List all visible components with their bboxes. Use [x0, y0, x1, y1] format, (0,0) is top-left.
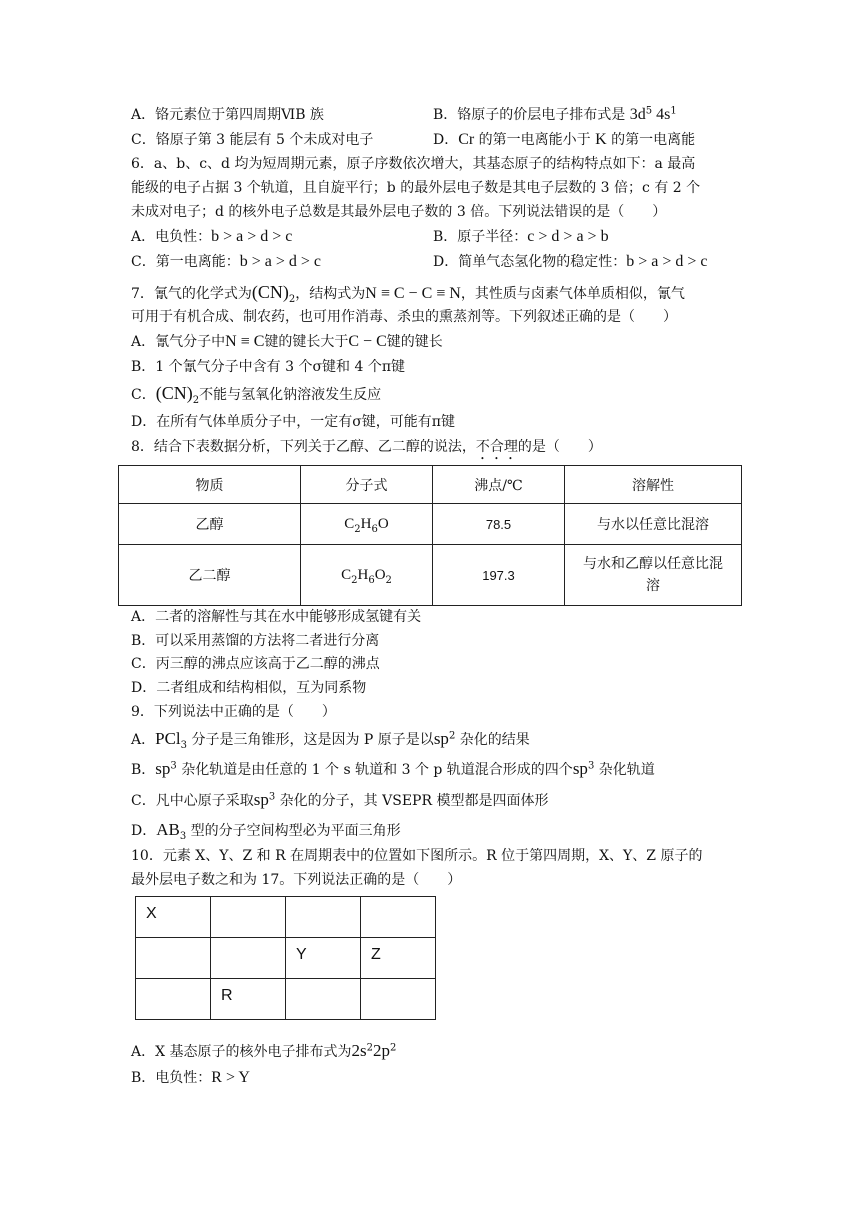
q5-option-a — [131, 104, 324, 126]
q10-option-a — [131, 1040, 396, 1063]
q7-option-a-m1: N ≡ C — [225, 333, 265, 350]
table-header-cell: 分子式 — [301, 466, 433, 504]
formula-part: H — [360, 515, 372, 532]
q8-stem-pre: 8．结合下表数据分析，下列关于乙醇、乙二醇的说法， — [131, 439, 476, 455]
q9-option-d-m1: AB — [156, 820, 180, 839]
q8-data-table — [118, 465, 742, 606]
q9-option-c — [131, 789, 548, 812]
table-header-cell: 沸点/℃ — [433, 466, 565, 504]
q5-option-a-text: A．铬元素位于第四周期ⅥB 族 — [131, 107, 324, 123]
table-header-cell: 溶解性 — [565, 466, 742, 504]
q9-option-a-s2: 2 — [448, 730, 456, 742]
q6-option-a-math: b > a > d > c — [211, 228, 293, 245]
q8-option-c — [131, 653, 380, 675]
q5-option-d-post: 的第一电离能 — [606, 132, 696, 148]
q5-option-d — [433, 129, 695, 151]
formula-sub: 2 — [351, 574, 358, 586]
q10-stem-line1 — [131, 845, 702, 867]
q8-stem-emphasis: 不合理 — [475, 439, 518, 455]
table-cell-bp: 78.5 — [433, 504, 565, 545]
table-cell-formula — [301, 504, 433, 545]
formula-sub: 2 — [385, 574, 392, 586]
q9-option-a-post: 杂化的结果 — [455, 732, 530, 748]
grid-cell — [136, 897, 211, 938]
q8-option-d — [131, 677, 366, 699]
grid-cell — [286, 979, 361, 1020]
q7-option-c — [131, 382, 381, 406]
q5-option-d-label: D． — [433, 132, 459, 148]
grid-cell — [211, 979, 286, 1020]
q9-option-b-post: 杂化轨道 — [594, 762, 655, 778]
grid-cell — [211, 897, 286, 938]
q6-stem3-text: 未成对电子；d 的核外电子总数是其最外层电子数的 3 倍。下列说法错误的是（ ） — [131, 204, 667, 220]
grid-cell-label: R — [221, 987, 233, 1004]
q8-option-b-text: B．可以采用蒸馏的方法将二者进行分离 — [131, 633, 380, 649]
q6-option-d-label: D．简单气态氢化物的稳定性： — [433, 254, 627, 270]
table-cell-name: 乙醇 — [119, 504, 301, 545]
grid-row — [136, 979, 436, 1020]
q6-stem1-text: 6．a、b、c、d 均为短周期元素，原子序数依次增大，其基态原子的结构特点如下：a 最高 — [131, 156, 696, 172]
q9-option-c-s1: 3 — [268, 791, 276, 803]
q8-option-b — [131, 630, 379, 652]
q9-option-b-s1: 3 — [170, 760, 177, 772]
grid-cell — [286, 938, 361, 979]
grid-cell — [361, 897, 436, 938]
q7-option-a-post: 键的键长 — [386, 334, 443, 350]
solubility-line1: 与水和乙醇以任意比混 — [583, 556, 723, 572]
q5-option-b — [433, 104, 677, 126]
q7-stem1-formula: (CN) — [251, 282, 289, 302]
formula-part: H — [357, 566, 369, 583]
q6-stem-line1 — [131, 153, 695, 175]
q5-option-b-math2: 4s — [652, 106, 671, 123]
grid-cell-label: Y — [296, 946, 307, 963]
q10-option-b-label: B．电负性： — [131, 1070, 212, 1086]
table-cell-formula — [301, 545, 433, 606]
q7-option-a-m2: C − C — [348, 333, 387, 350]
q5-option-c — [131, 129, 373, 151]
grid-cell — [361, 938, 436, 979]
q6-option-b — [433, 226, 609, 248]
q9-option-b — [131, 758, 655, 781]
q10-option-a-s2: 2 — [390, 1042, 397, 1054]
q5-option-b-math: 3d — [629, 106, 646, 123]
q8-option-c-text: C．丙三醇的沸点应该高于乙二醇的沸点 — [131, 656, 380, 672]
q7-stem1-struct: N ≡ C − C ≡ N — [365, 285, 461, 302]
q5-option-d-cr: Cr — [458, 131, 475, 148]
q9-option-a-label: A． — [131, 732, 156, 748]
q6-option-d — [433, 251, 708, 273]
table-cell-solubility — [565, 545, 742, 606]
q7-option-a — [131, 331, 443, 353]
q9-option-a-mid: 分子是三角锥形，这是因为 P 原子是以 — [187, 732, 434, 748]
grid-cell-label: X — [146, 905, 157, 922]
q9-option-b-m2: sp — [572, 759, 588, 778]
q10-stem-line2 — [131, 869, 461, 891]
q10-option-a-label: A．X 基态原子的核外电子排布式为 — [131, 1044, 352, 1060]
q7-stem1-post: ，其性质与卤素气体单质相似，氰气 — [460, 286, 685, 302]
q7-stem-line1 — [131, 281, 685, 305]
q7-option-a-label: A．氰气分子中 — [131, 334, 226, 350]
q9-option-d-post: 型的分子空间构型必为平面三角形 — [186, 823, 401, 839]
q7-stem1-pre: 7．氰气的化学式为 — [131, 286, 252, 302]
q9-option-c-label: C．凡中心原子采取 — [131, 793, 254, 809]
q8-option-a-text: A．二者的溶解性与其在水中能够形成氢键有关 — [131, 609, 422, 625]
table-header-cell: 物质 — [119, 466, 301, 504]
q7-stem-line2 — [131, 306, 677, 328]
q10-option-b — [131, 1067, 250, 1089]
grid-row — [136, 897, 436, 938]
formula-part: C — [344, 515, 355, 532]
grid-cell — [361, 979, 436, 1020]
q8-stem — [131, 436, 602, 463]
formula-sub: 6 — [371, 523, 378, 535]
formula-sub: 2 — [354, 523, 361, 535]
q9-stem-text: 9．下列说法中正确的是（ ） — [131, 704, 336, 720]
grid-cell-label: Z — [371, 946, 381, 963]
q6-option-d-math: b > a > d > c — [626, 253, 708, 270]
solubility-line2: 溶 — [646, 578, 660, 594]
q7-stem1-mid: ，结构式为 — [295, 286, 366, 302]
grid-cell — [136, 979, 211, 1020]
q9-option-a — [131, 728, 530, 751]
grid-cell — [136, 938, 211, 979]
table-cell-name: 乙二醇 — [119, 545, 301, 606]
q10-option-b-math: R > Y — [211, 1069, 250, 1086]
periodic-table-fragment — [135, 896, 436, 1020]
q5-option-b-sup1: 5 — [645, 105, 653, 117]
table-cell-bp: 197.3 — [433, 545, 565, 606]
q10-option-a-m1: 2s — [351, 1041, 367, 1060]
q6-option-a — [131, 226, 292, 248]
q6-stem2-text: 能级的电子占据 3 个轨道，且自旋平行；b 的最外层电子数是其电子层数的 3 倍；c 有 2 个 — [131, 180, 701, 196]
q9-option-d-s1: 3 — [179, 830, 187, 842]
q6-option-c — [131, 251, 321, 273]
q6-option-c-math: b > a > d > c — [239, 253, 321, 270]
q9-option-d — [131, 819, 401, 842]
table-row — [119, 504, 742, 545]
grid-cell — [286, 897, 361, 938]
q9-stem — [131, 701, 336, 723]
q5-option-d-k: K — [595, 131, 607, 148]
q7-stem2-text: 可用于有机合成、制农药，也可用作消毒、杀虫的熏蒸剂等。下列叙述正确的是（ ） — [131, 309, 677, 325]
q7-option-b-text: B．1 个氰气分子中含有 3 个σ键和 4 个π键 — [131, 359, 406, 375]
q6-option-c-label: C．第一电离能： — [131, 254, 240, 270]
q5-option-b-text: B．铬原子的价层电子排布式是 — [433, 107, 630, 123]
q7-option-c-post: 不能与氢氧化钠溶液发生反应 — [199, 387, 382, 403]
q10-stem1-text: 10．元素 X、Y、Z 和 R 在周期表中的位置如下图所示。R 位于第四周期，X、Y、Z 原子的 — [131, 848, 703, 864]
q7-option-d — [131, 411, 455, 433]
q9-option-a-m2: sp — [433, 729, 449, 748]
q7-option-b — [131, 356, 405, 378]
formula-part: O — [377, 515, 389, 532]
q7-stem1-sub: 2 — [288, 293, 296, 305]
q9-option-c-m1: sp — [253, 790, 269, 809]
q9-option-a-s1: 3 — [180, 739, 188, 751]
q6-option-b-math: c > d > a > b — [527, 228, 609, 245]
q5-option-b-sup2: 1 — [670, 105, 677, 117]
q6-option-a-label: A．电负性： — [131, 229, 212, 245]
q9-option-a-m1: PCl — [155, 729, 181, 748]
q8-option-d-text: D．二者组成和结构相似，互为同系物 — [131, 680, 367, 696]
q10-option-a-m2: 2p — [373, 1041, 391, 1060]
q7-option-c-formula: (CN) — [155, 383, 193, 403]
q7-option-d-text: D．在所有气体单质分子中，一定有σ键，可能有π键 — [131, 414, 455, 430]
q9-option-c-post: 杂化的分子，其 VSEPR 模型都是四面体形 — [275, 793, 549, 809]
q6-stem-line2 — [131, 177, 700, 199]
q10-option-a-s1: 2 — [366, 1042, 374, 1054]
q8-stem-post: 的是（ ） — [517, 439, 602, 455]
formula-part: O — [374, 566, 386, 583]
grid-cell — [211, 938, 286, 979]
table-header-row — [119, 466, 742, 504]
q9-option-b-label: B． — [131, 762, 156, 778]
q7-option-c-label: C． — [131, 387, 156, 403]
q6-option-b-label: B．原子半径： — [433, 229, 528, 245]
table-cell-solubility: 与水以任意比混溶 — [565, 504, 742, 545]
q7-option-c-sub: 2 — [192, 394, 200, 406]
table-row — [119, 545, 742, 606]
q8-option-a — [131, 606, 421, 628]
q10-stem2-text: 最外层电子数之和为 17。下列说法正确的是（ ） — [131, 872, 462, 888]
formula-sub: 6 — [368, 574, 375, 586]
q5-option-c-text: C．铬原子第 3 能层有 5 个未成对电子 — [131, 132, 374, 148]
q9-option-b-mid: 杂化轨道是由任意的 1 个 s 轨道和 3 个 p 轨道混合形成的四个 — [176, 762, 573, 778]
q9-option-d-label: D． — [131, 823, 157, 839]
q9-option-b-m1: sp — [155, 759, 171, 778]
q9-option-b-s2: 3 — [587, 760, 595, 772]
grid-row — [136, 938, 436, 979]
q6-stem-line3 — [131, 201, 666, 223]
q7-option-a-mid: 键的键长大于 — [264, 334, 349, 350]
formula-part: C — [341, 566, 352, 583]
q5-option-d-mid: 的第一电离能小于 — [474, 132, 596, 148]
